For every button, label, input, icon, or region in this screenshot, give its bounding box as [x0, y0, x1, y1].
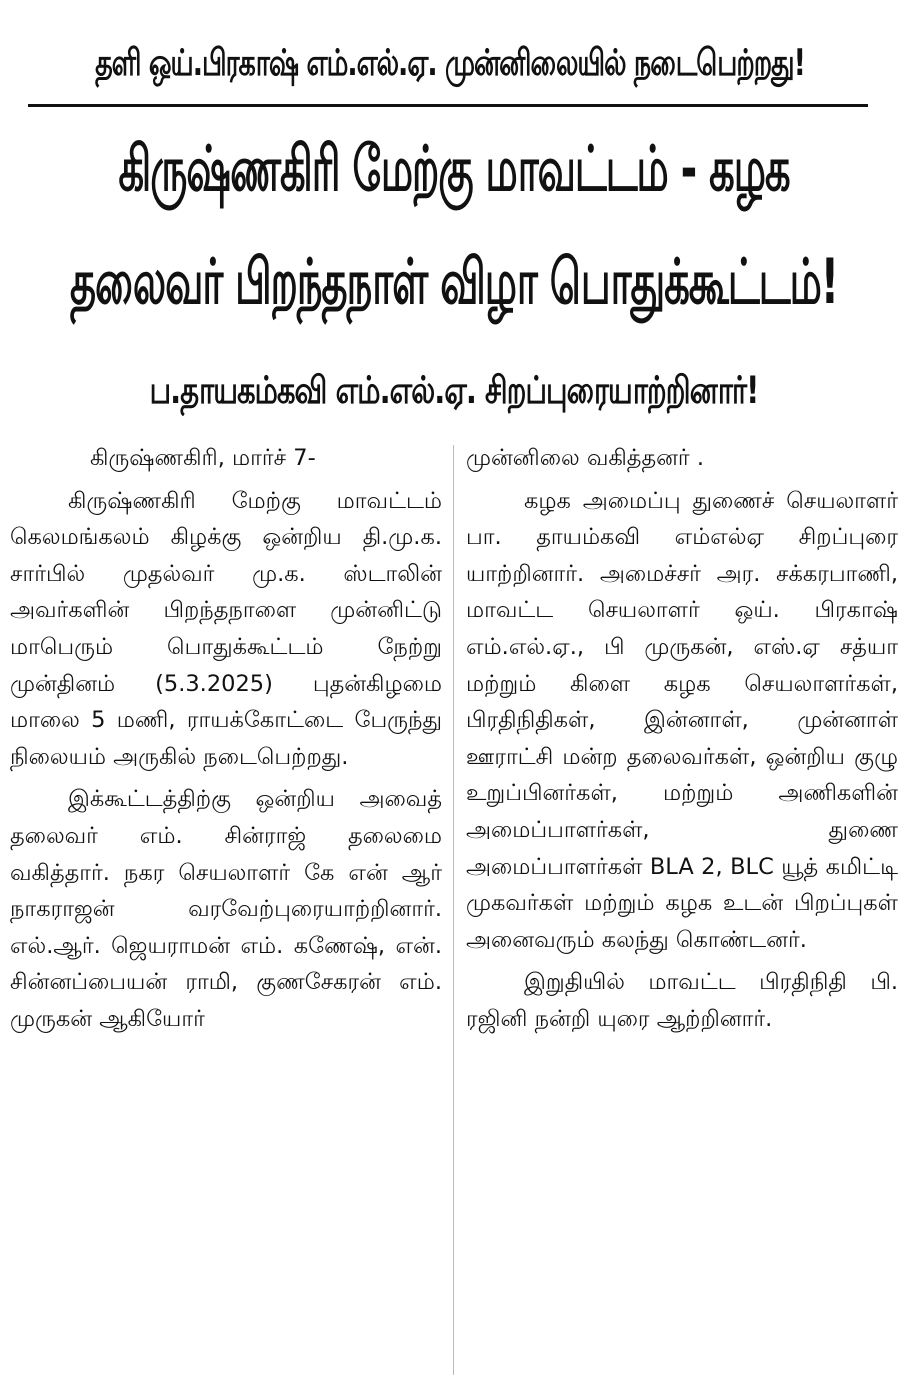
- article-paragraph: முன்னிலை வகித்தனர் .: [466, 445, 704, 471]
- article-column-right: [466, 440, 898, 1380]
- article-paragraph: கழக அமைப்பு துணைச் செயலாளர் பா. தாயம்கவி எம்எல்ஏ சிறப்புரை யாற்றினார். அமைச்சர் அர. சக்கரபாணி, மாவட்ட செயலாளர் ஒய். பிரகாஷ் எம்.எல்.ஏ., பி முருகன், எஸ்.ஏ சத்யா மற்றும் கிளை கழக செயலாளர்கள், பிரதிநிதிகள், இன்னாள், முன்னாள் ஊராட்சி மன்ற தலைவர்கள், ஒன்றிய குழு உறுப்பினர்கள், மற்றும் அணிகளின் அமைப்பாளர்கள், துணை அமைப்பாளர்கள் BLA 2, BLC யூத் கமிட்டி முகவர்கள் மற்றும் கழக உடன் பிறப்புகள் அனைவரும் கலந்து கொண்டனர்.: [466, 487, 898, 953]
- kicker-headline: தளி ஒய்.பிரகாஷ் எம்.எல்.ஏ. முன்னிலையில் நடைபெற்றது!: [95, 42, 805, 85]
- sub-headline: ப.தாயகம்கவி எம்.எல்.ஏ. சிறப்புரையாற்றினார்!: [149, 367, 759, 413]
- dateline: கிருஷ்ணகிரி, மார்ச் 7-: [90, 445, 316, 471]
- article-column-left: [10, 440, 442, 1380]
- main-headline-line-1: கிருஷ்ணகிரி மேற்கு மாவட்டம் - கழக: [118, 134, 790, 206]
- main-headline-line-2: தலைவர் பிறந்தநாள் விழா பொதுக்கூட்டம்!: [69, 247, 839, 319]
- article-paragraph: கிருஷ்ணகிரி மேற்கு மாவட்டம் கெலமங்கலம் கிழக்கு ஒன்றிய தி.மு.க. சார்பில் முதல்வர் மு.க. ஸ்டாலின் அவர்களின் பிறந்தநாளை முன்னிட்டு மாபெரும் பொதுக்கூட்டம் நேற்று முன்தினம் (5.3.2025) புதன்கிழமை மாலை 5 மணி, ராயக்கோட்டை பேருந்து நிலையம் அருகில் நடைபெற்றது.: [10, 487, 442, 770]
- article-paragraph: இறுதியில் மாவட்ட பிரதிநிதி பி. ரஜினி நன்றி யுரை ஆற்றினார்.: [466, 969, 898, 1032]
- article-paragraph: இக்கூட்டத்திற்கு ஒன்றிய அவைத் தலைவர் எம். சின்ராஜ் தலைமை வகித்தார். நகர செயலாளர் கே என் ஆர் நாகராஜன் வரவேற்புரையாற்றினார். எல்.ஆர். ஜெயராமன் எம். கணேஷ், என். சின்னப்பையன் ராமி, குணசேகரன் எம். முருகன் ஆகியோர்: [10, 786, 442, 1032]
- column-divider: [453, 445, 454, 1375]
